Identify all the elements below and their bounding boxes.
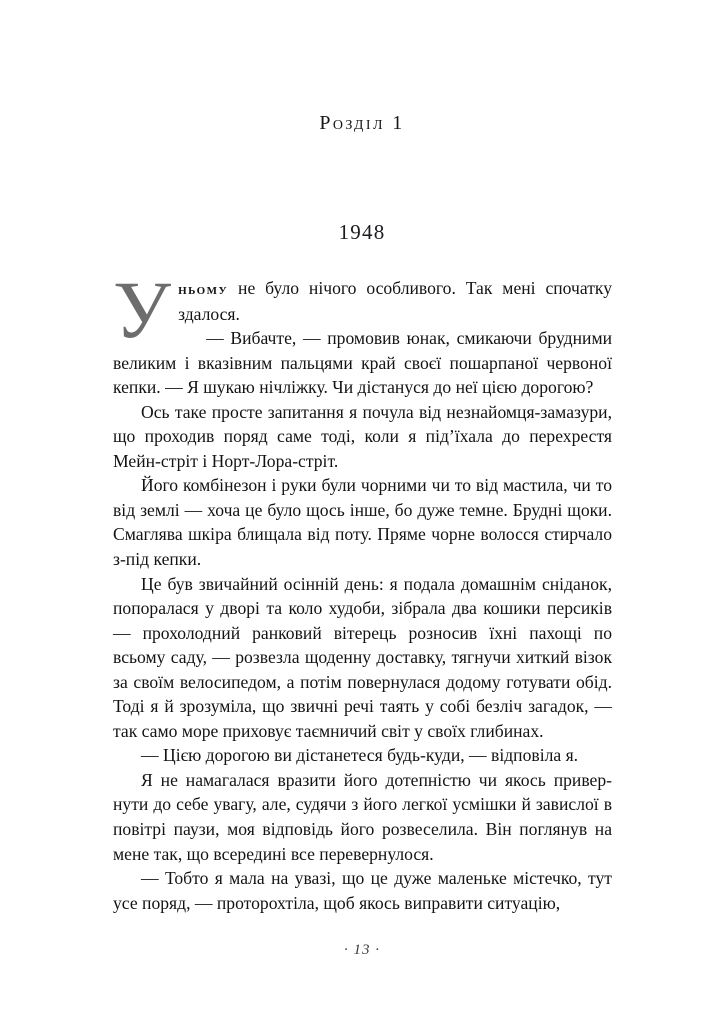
paragraph-5: Це був звичайний осінній день: я подала домашнім сніданок, попоралася у дворі та коло худоби, зібрала два кошики персиків — прохолодний ранковий вітерець розносив їхні пахощі по всьому саду, — розвезла щоденну доставку, тягнучи хиткий візок за своїм велосипедом, а потім повернулася додому готувати обід. Тоді я й зрозуміла, що звичні речі таять у собі безліч загадок, — так само море приховує таємничий світ у своїх глибинах. [113, 573, 612, 741]
paragraph-1-text: не було нічого особливого. Так мені спочатку здалося. [178, 278, 612, 324]
body-text-block [113, 264, 612, 915]
chapter-heading: Розділ 1 [319, 112, 405, 134]
paragraph-2: — Вибачте, — промовив юнак, смикаючи брудними великим і вказівним пальцями край своєї пошарпаної червоної кепки. — Я шукаю нічліжку. Чи дістануся до неї цією дорогою? [113, 328, 612, 398]
paragraph-6: — Цією дорогою ви дістанетеся будь-куди, — відповіла я. [141, 745, 579, 766]
drop-cap: У [113, 264, 172, 355]
paragraph-3: Ось таке просте запитання я почула від незнайомця-замазури, що проходив поряд саме тоді, коли я під’їхала до перехрестя Мейн-стріт і Норт-Лора-стріт. [113, 401, 612, 471]
paragraph-1 [113, 264, 612, 355]
page-number: · 13 · [344, 942, 380, 958]
year-label: 1948 [338, 220, 386, 244]
paragraph-8: — Тобто я мала на увазі, що це дуже маленьке містечко, тут усе поряд, — проторохтіла, щоб якось виправити ситуацію, [113, 868, 612, 913]
paragraph-7: Я не намагалася вразити його дотепністю чи якось привернути до себе увагу, але, судячи з його легкої усмішки й завислої в повітрі паузи, моя відповідь його розвеселила. Він поглянув на мене так, що всередині все перевернулося. [113, 769, 612, 864]
paragraph-4: Його комбінезон і руки були чорними чи то від мастила, чи то від землі — хоча це було щось інше, бо дуже темне. Брудні щоки. Смаглява шкіра блищала від поту. Пряме чорне волосся стирчало з-під кепки. [113, 475, 612, 570]
paragraph-1-smallcaps-lead: ньому [178, 280, 229, 298]
